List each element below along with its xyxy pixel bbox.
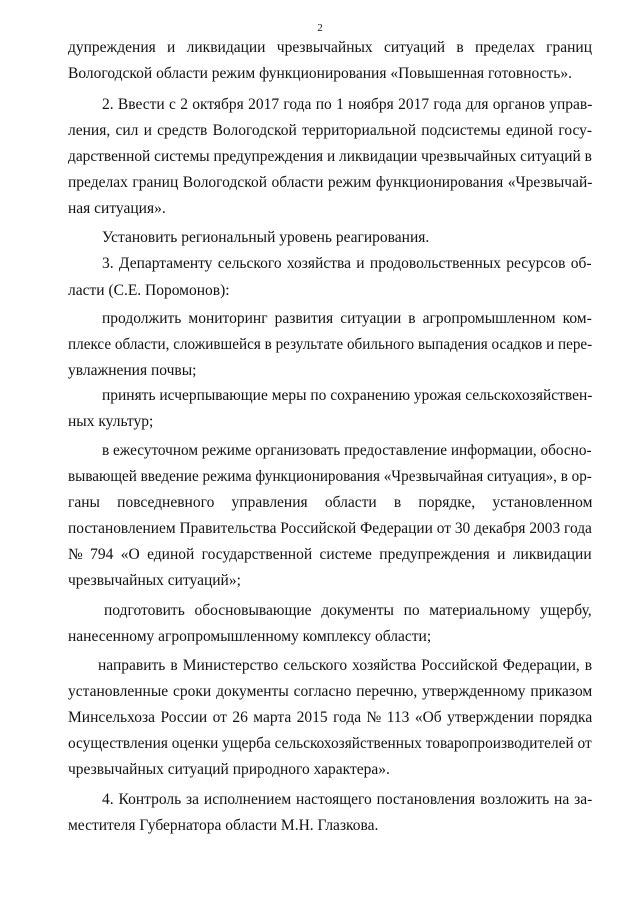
text-line: пределах границ Вологодской области режим функционирования «Чрезвычай- xyxy=(68,174,593,191)
text-line: 3. Департаменту сельского хозяйства и продовольственных ресурсов об- xyxy=(102,255,592,272)
text-line: местителя Губернатора области М.Н. Глазкова. xyxy=(68,817,379,834)
text-line: ганы повседневного управления области в порядке, установленном xyxy=(68,494,593,511)
text-line: плексе области, сложившейся в результате обильного выпадения осадков и пере- xyxy=(68,336,593,353)
text-line: подготовить обосновывающие документы по материальному ущербу, xyxy=(104,602,592,619)
text-line: чрезвычайных ситуаций природного характера». xyxy=(68,761,390,778)
text-line: Установить региональный уровень реагирования. xyxy=(102,229,430,246)
text-line: ная ситуация». xyxy=(68,200,166,217)
text-line: установленные сроки документы согласно перечню, утвержденному приказом xyxy=(68,683,593,700)
page-number: 2 xyxy=(317,22,323,34)
text-line: нанесенному агропромышленному комплексу области; xyxy=(68,628,432,645)
text-line: ных культур; xyxy=(68,413,154,430)
text-line: дупреждения и ликвидации чрезвычайных ситуаций в пределах границ xyxy=(68,39,592,56)
text-line: постановлением Правительства Российской Федерации от 30 декабря 2003 года xyxy=(68,520,592,537)
text-line: Вологодской области режим функционирования «Повышенная готовность». xyxy=(68,65,572,82)
text-line: ласти (С.Е. Поромонов): xyxy=(68,282,230,299)
text-line: в ежесуточном режиме организовать предоставление информации, обосно- xyxy=(102,442,592,459)
text-line: осуществления оценки ущерба сельскохозяйственных товаропроизводителей от xyxy=(68,735,592,752)
text-line: 2. Ввести с 2 октября 2017 года по 1 ноября 2017 года для органов управ- xyxy=(102,96,593,113)
text-line: Минсельхоза России от 26 марта 2015 года № 113 «Об утверждении порядка xyxy=(68,709,593,726)
text-line: № 794 «О единой государственной системе предупреждения и ликвидации xyxy=(68,546,592,563)
text-line: вывающей введение режима функционирования «Чрезвычайная ситуация», в ор- xyxy=(68,468,592,485)
text-line: 4. Контроль за исполнением настоящего постановления возложить на за- xyxy=(102,791,593,808)
text-line: чрезвычайных ситуаций»; xyxy=(68,572,241,589)
text-line: увлажнения почвы; xyxy=(68,362,197,379)
text-line: дарственной системы предупреждения и ликвидации чрезвычайных ситуаций в xyxy=(68,148,592,165)
text-line: принять исчерпывающие меры по сохранению урожая сельскохозяйствен- xyxy=(102,387,593,404)
text-line: ления, сил и средств Вологодской территориальной подсистемы единой госу- xyxy=(68,122,593,139)
text-line: продолжить мониторинг развития ситуации в агропромышленном ком- xyxy=(102,310,592,327)
text-line: направить в Министерство сельского хозяйства Российской Федерации, в xyxy=(98,657,593,674)
